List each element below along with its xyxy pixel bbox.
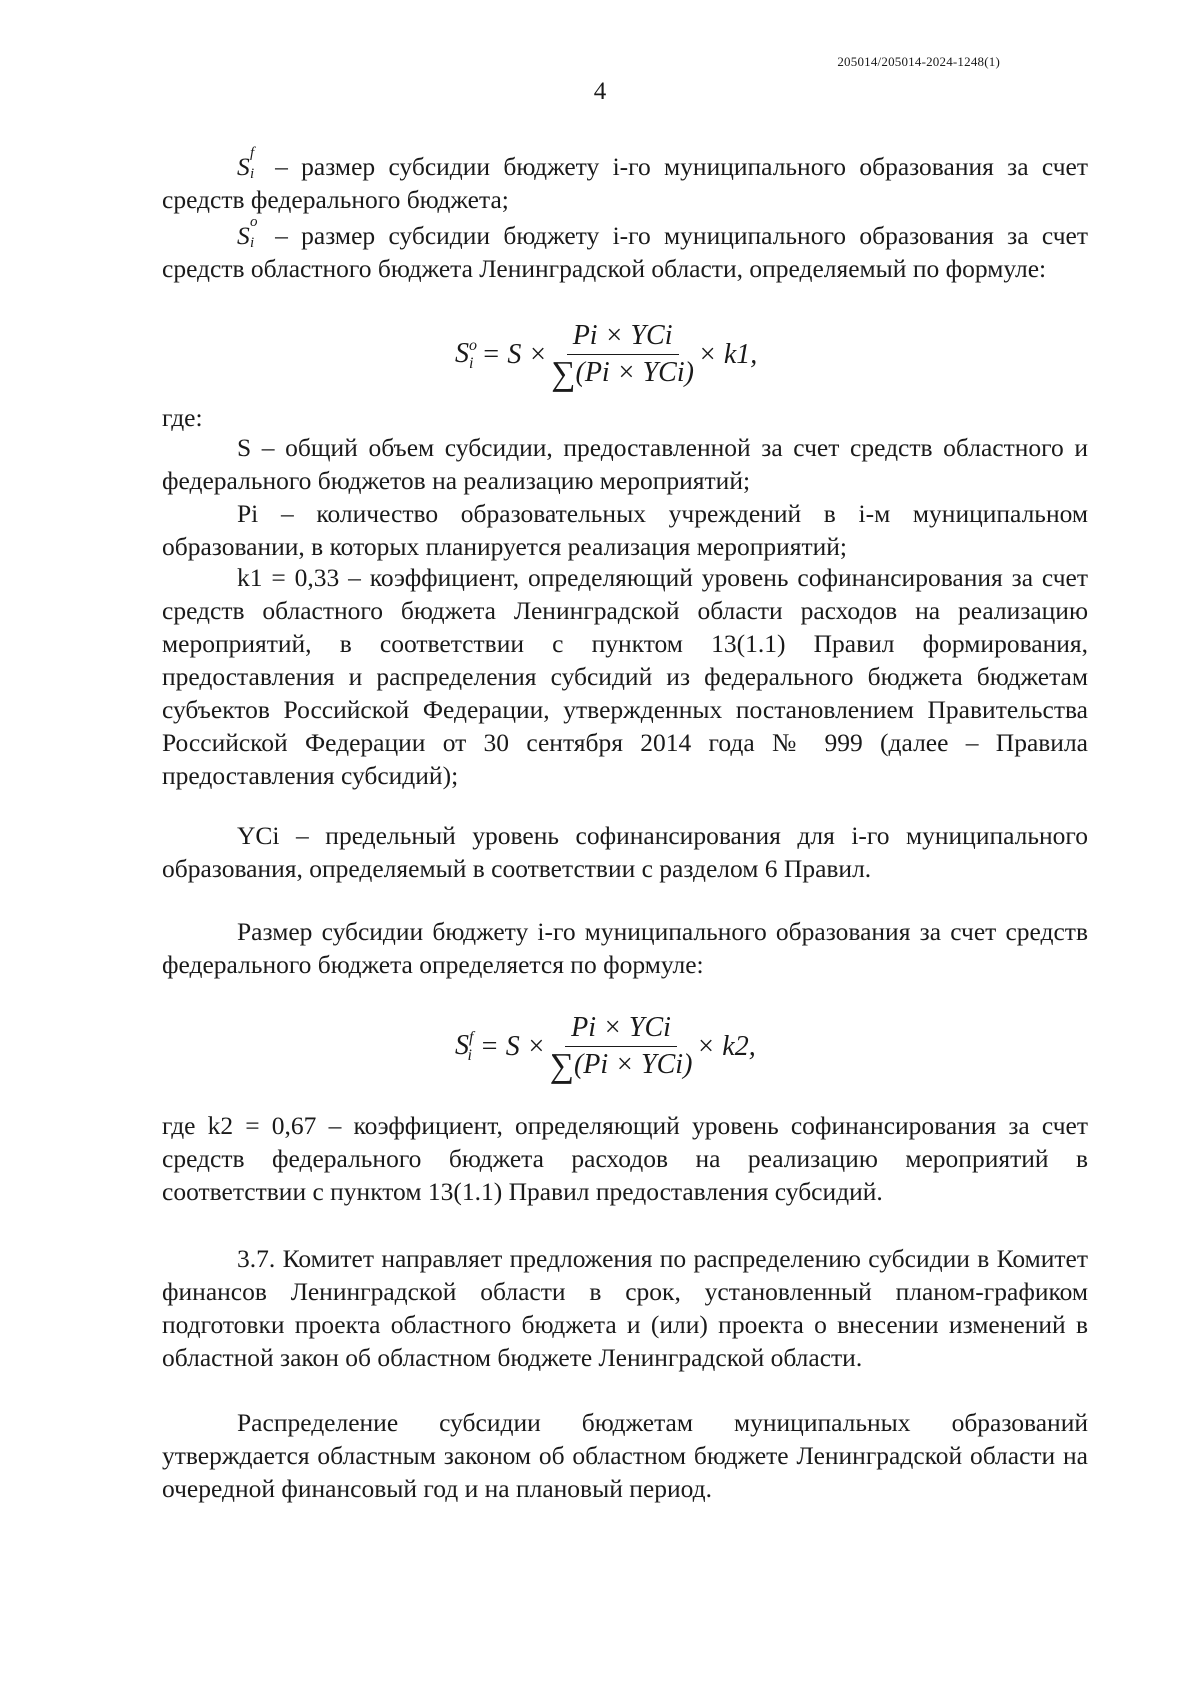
paragraph-3-7: 3.7. Комитет направляет предложения по распределению субсидии в Комитет финансов Ленинградской области в срок, установленный планом-графиком подготовки проекта областного бюджета и (или) проекта о внесении изменений в областной закон об областном бюджете Ленинградской области. xyxy=(162,1244,1088,1372)
formula-lhs: $S^o_i$ xyxy=(455,336,477,372)
paragraph-so-definition: S o i – размер субсидии бюджету i-го муниципального образования за счет средств областного бюджета Ленинградской области, определяемый по формуле: xyxy=(162,214,1088,283)
formula-s-times: = S × xyxy=(479,1030,546,1062)
formula-fraction xyxy=(549,1012,693,1085)
paragraph-pi-definition: Pi – количество образовательных учреждений в i-м муниципальном образовании, в которых планируется реализация мероприятий; xyxy=(162,499,1088,561)
paragraph-federal-intro: Размер субсидии бюджету i-го муниципального образования за счет средств федерального бюджета определяется по формуле: xyxy=(162,917,1088,979)
symbol-s-f-i: S f i xyxy=(237,145,255,182)
sigma-symbol: ∑ xyxy=(549,1047,574,1085)
symbol-s-o-i: S o i xyxy=(237,214,258,251)
fraction-denominator: ∑(Pi × YCi) xyxy=(551,355,694,393)
formula-s-times: = S × xyxy=(481,338,548,370)
formula-tail: × k1, xyxy=(697,338,758,370)
fraction-numerator: Pi × YCi xyxy=(567,320,679,355)
paragraph-k1-definition: k1 = 0,33 – коэффициент, определяющий уровень софинансирования за счет средств областного бюджета Ленинградской области расходов на реализацию мероприятий, в соответствии с пунктом 13(1.1) Правил формирования, предоставления и распределения субсидий из федерального бюджета бюджетам субъектов Российской Федерации, утвержденных постановлением Правительства Российской Федерации от 30 сентября 2014 года № 999 (далее – Правила предоставления субсидий); xyxy=(162,563,1088,790)
page-number: 4 xyxy=(593,78,607,105)
formula-lhs: $S^f_i$ xyxy=(455,1028,474,1064)
paragraph-k2-definition: где k2 = 0,67 – коэффициент, определяющий уровень софинансирования за счет средств федерального бюджета расходов на реализацию мероприятий в соответствии с пунктом 13(1.1) Правил предоставления субсидий. xyxy=(162,1111,1088,1206)
sigma-symbol: ∑ xyxy=(551,355,576,393)
formula-tail: × k2, xyxy=(696,1030,756,1062)
formula-fraction xyxy=(551,320,694,393)
fraction-numerator: Pi × YCi xyxy=(565,1012,677,1047)
where-label: где: xyxy=(162,403,203,432)
paragraph-distribution: Распределение субсидии бюджетам муниципальных образований утверждается областным законом об областном бюджете Ленинградской области на очередной финансовый год и на плановый период. xyxy=(162,1408,1088,1503)
paragraph-s-definition: S – общий объем субсидии, предоставленной за счет средств областного и федерального бюджетов на реализацию мероприятий; xyxy=(162,433,1088,495)
fraction-denominator: ∑(Pi × YCi) xyxy=(549,1047,693,1085)
paragraph-sf-definition: S f i – размер субсидии бюджету i-го муниципального образования за счет средств федерального бюджета; xyxy=(162,145,1088,214)
document-id: 205014/205014-2024-1248(1) xyxy=(837,54,1000,69)
paragraph-yci-definition: YCi – предельный уровень софинансирования для i-го муниципального образования, определяемый в соответствии с разделом 6 Правил. xyxy=(162,821,1088,883)
